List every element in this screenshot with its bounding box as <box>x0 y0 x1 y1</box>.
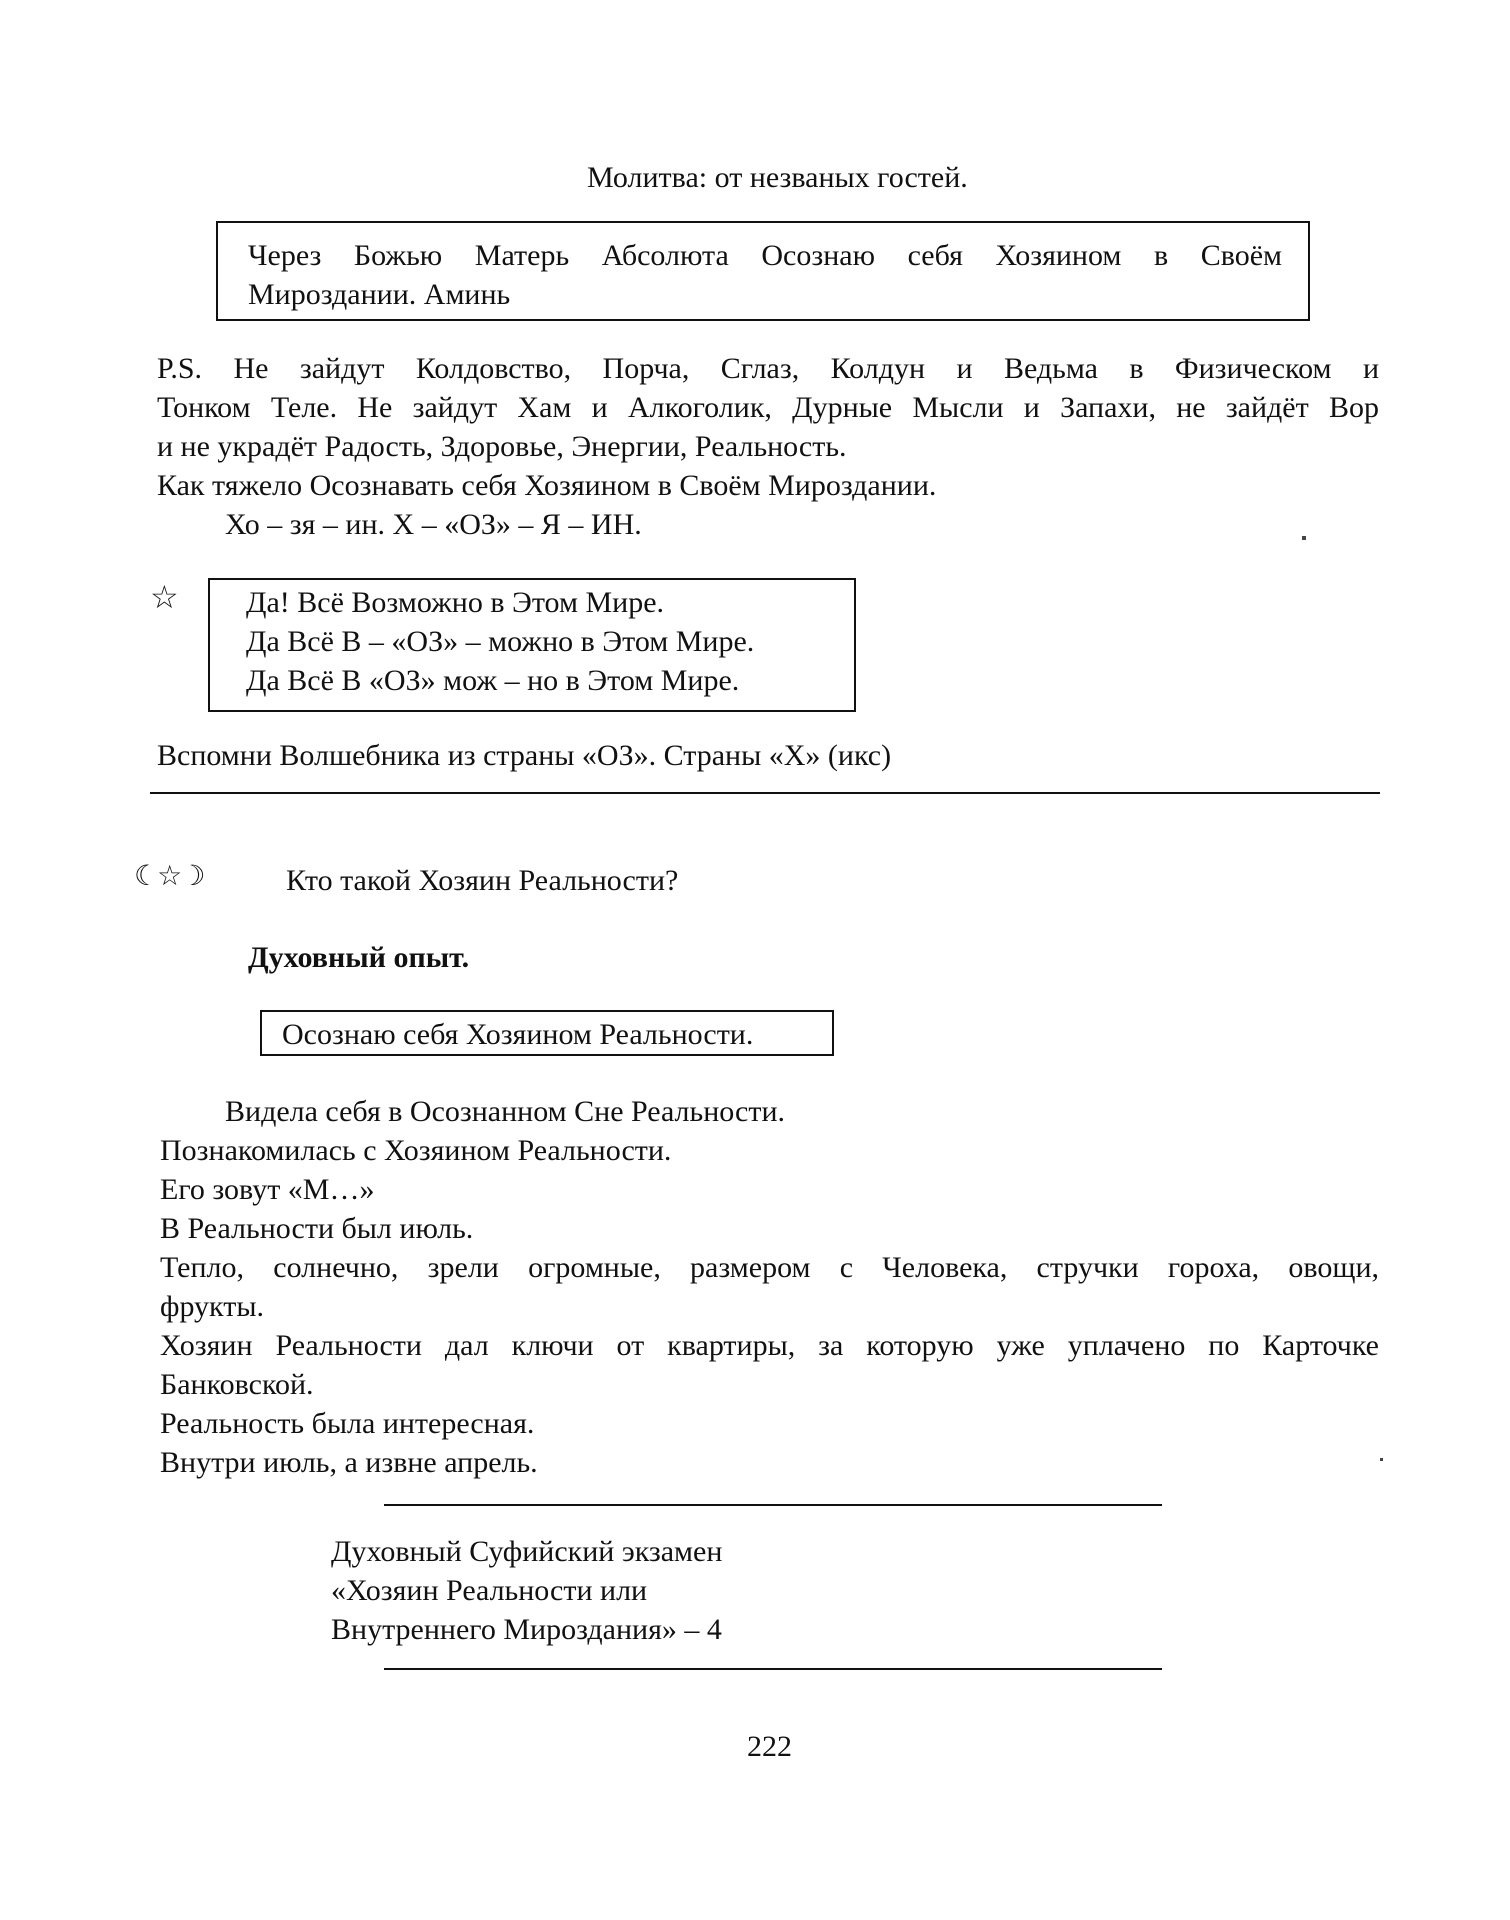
oz-box-line-1: Да! Всё Возможно в Этом Мире. <box>246 586 665 619</box>
ps-line-5: Хо – зя – ин. Х – «ОЗ» – Я – ИН. <box>225 508 642 541</box>
moon-star-icon: ☾☆☽ <box>134 859 204 892</box>
story-line-4: В Реальности был июль. <box>160 1212 474 1245</box>
story-line-10: Внутри июль, а извне апрель. <box>160 1446 538 1479</box>
ps-line-2: Тонком Теле. Не зайдут Хам и Алкоголик, Дурные Мысли и Запахи, не зайдёт Вор <box>157 391 1379 424</box>
exam-line-1: Духовный Суфийский экзамен <box>331 1535 723 1568</box>
story-paragraph <box>160 1092 1379 1482</box>
wizard-line: Вспомни Волшебника из страны «ОЗ». Страны «Х» (икс) <box>157 739 892 772</box>
experience-heading: Духовный опыт. <box>248 941 470 974</box>
exam-bottom-rule <box>384 1668 1162 1670</box>
prayer-box <box>216 221 1310 321</box>
story-line-8: Банковской. <box>160 1368 314 1401</box>
story-line-6: фрукты. <box>160 1290 264 1323</box>
story-line-3: Его зовут «М…» <box>160 1173 375 1206</box>
story-line-9: Реальность была интересная. <box>160 1407 535 1440</box>
ps-line-1: P.S. Не зайдут Колдовство, Порча, Сглаз, Колдун и Ведьма в Физическом и <box>157 352 1379 385</box>
section-divider <box>150 792 1380 794</box>
oz-box-line-2: Да Всё В – «ОЗ» – можно в Этом Мире. <box>246 625 755 658</box>
affirmation-box: Осознаю себя Хозяином Реальности. <box>260 1010 834 1056</box>
story-line-1: Видела себя в Осознанном Сне Реальности. <box>225 1095 785 1128</box>
story-line-7: Хозяин Реальности дал ключи от квартиры, за которую уже уплачено по Карточке <box>160 1329 1379 1362</box>
ps-paragraph <box>157 349 1379 544</box>
exam-block <box>331 1532 722 1649</box>
prayer-box-line-2: Мироздании. Аминь <box>248 278 511 311</box>
speck-mark <box>1302 536 1306 540</box>
question-text: Кто такой Хозяин Реальности? <box>286 864 679 897</box>
exam-top-rule <box>384 1504 1162 1506</box>
story-line-5: Тепло, солнечно, зрели огромные, размером с Человека, стручки гороха, овощи, <box>160 1251 1379 1284</box>
story-line-2: Познакомилась с Хозяином Реальности. <box>160 1134 672 1167</box>
ps-line-4: Как тяжело Осознавать себя Хозяином в Своём Мироздании. <box>157 469 937 502</box>
exam-line-2: «Хозяин Реальности или <box>331 1574 648 1607</box>
prayer-title: Молитва: от незваных гостей. <box>587 161 968 194</box>
exam-line-3: Внутреннего Мироздания» – 4 <box>331 1613 722 1646</box>
ps-line-3: и не украдёт Радость, Здоровье, Энергии, Реальность. <box>157 430 847 463</box>
star-icon: ☆ <box>150 578 179 616</box>
prayer-box-line-1: Через Божью Матерь Абсолюта Осознаю себя Хозяином в Своём <box>248 239 1282 272</box>
oz-box-line-3: Да Всё В «ОЗ» мож – но в Этом Мире. <box>246 664 740 697</box>
page-number: 222 <box>747 1730 792 1763</box>
oz-box <box>208 578 856 712</box>
speck-mark <box>1380 1458 1383 1461</box>
